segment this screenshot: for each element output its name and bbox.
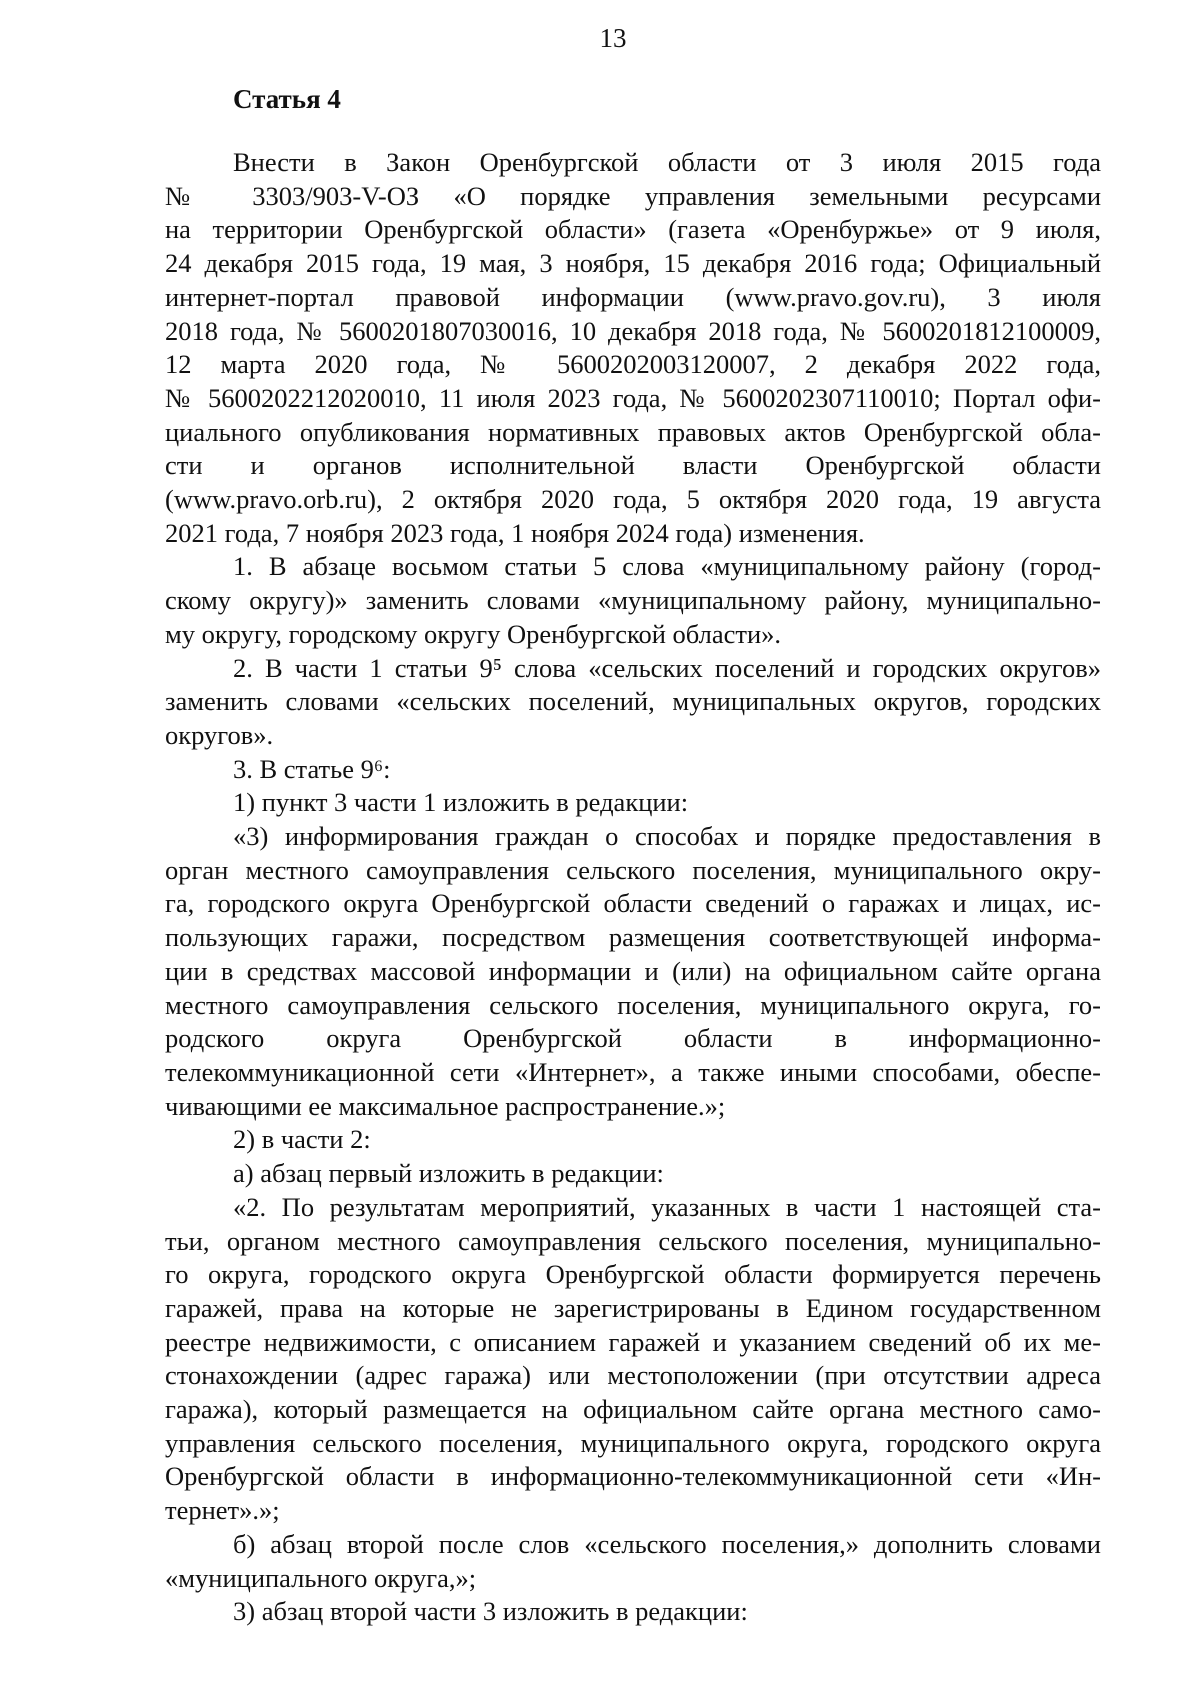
article-title: Статья 4 — [233, 84, 341, 114]
text-line: Оренбургской области в информационно-телекоммуникационной сети «Ин- — [165, 1461, 1101, 1492]
text-line: орган местного самоуправления сельского поселения, муниципального окру- — [165, 854, 1101, 885]
text-line: на территории Оренбургской области» (газета «Оренбуржье» от 9 июля, — [165, 214, 1101, 245]
text-line: пользующих гаражи, посредством размещения соответствующей информа- — [165, 922, 1101, 953]
text-line: го округа, городского округа Оренбургской области формируется перечень — [165, 1259, 1101, 1290]
text-line: телекоммуникационной сети «Интернет», а также иными способами, обеспе- — [165, 1056, 1101, 1087]
text-line: 3) абзац второй части 3 изложить в редакции: — [233, 1596, 748, 1627]
text-line: 24 декабря 2015 года, 19 мая, 3 ноября, 15 декабря 2016 года; Официальный — [165, 248, 1101, 279]
text-line: тернет».»; — [165, 1495, 280, 1526]
text-line: управления сельского поселения, муниципального округа, городского округа — [165, 1427, 1101, 1458]
text-line: № 5600202212020010, 11 июля 2023 года, № 5600202307110010; Портал офи- — [165, 382, 1101, 413]
text-line: № 3303/903-V-ОЗ «О порядке управления земельными ресурсами — [165, 180, 1101, 211]
text-line: циального опубликования нормативных правовых актов Оренбургской обла- — [165, 416, 1101, 447]
text-line: интернет-портал правовой информации (www.pravo.gov.ru), 3 июля — [165, 281, 1101, 312]
text-line: га, городского округа Оренбургской области сведений о гаражах и лицах, ис- — [165, 888, 1101, 919]
text-line: 1) пункт 3 части 1 изложить в редакции: — [233, 787, 689, 818]
text-line: тьи, органом местного самоуправления сельского поселения, муниципально- — [165, 1225, 1101, 1256]
text-line: гаража), который размещается на официальном сайте органа местного само- — [165, 1394, 1101, 1425]
text-line: б) абзац второй после слов «сельского поселения,» дополнить словами — [233, 1528, 1101, 1559]
text-line: скому округу)» заменить словами «муниципальному району, муниципально- — [165, 585, 1101, 616]
document-body — [165, 146, 1101, 1629]
page-number: 13 — [599, 23, 627, 53]
text-line: местного самоуправления сельского поселения, муниципального округа, го- — [165, 989, 1101, 1020]
text-line: заменить словами «сельских поселений, муниципальных округов, городских — [165, 686, 1101, 717]
text-line: 2) в части 2: — [233, 1124, 371, 1155]
text-line: округов». — [165, 719, 274, 750]
text-line: реестре недвижимости, с описанием гаражей и указанием сведений об их ме- — [165, 1326, 1101, 1357]
text-line: «2. По результатам мероприятий, указанных в части 1 настоящей ста- — [233, 1191, 1101, 1222]
text-line: сти и органов исполнительной власти Оренбургской области — [165, 450, 1101, 481]
text-line: гаражей, права на которые не зарегистрированы в Едином государственном — [165, 1292, 1101, 1323]
text-line: 1. В абзаце восьмом статьи 5 слова «муниципальному району (город- — [233, 551, 1101, 582]
text-line: му округу, городскому округу Оренбургской области». — [165, 618, 781, 649]
text-line: а) абзац первый изложить в редакции: — [233, 1158, 664, 1189]
text-line: ции в средствах массовой информации и (или) на официальном сайте органа — [165, 955, 1101, 986]
text-line: 3. В статье 9⁶: — [233, 753, 391, 784]
text-line: чивающими ее максимальное распространение.»; — [165, 1090, 726, 1121]
text-line: 2018 года, № 5600201807030016, 10 декабря 2018 года, № 5600201812100009, — [165, 315, 1101, 346]
text-line: 12 марта 2020 года, № 5600202003120007, 2 декабря 2022 года, — [165, 349, 1101, 380]
text-line: родского округа Оренбургской области в информационно- — [165, 1023, 1101, 1054]
text-line: (www.pravo.orb.ru), 2 октября 2020 года, 5 октября 2020 года, 19 августа — [165, 484, 1101, 515]
text-line: «3) информирования граждан о способах и порядке предоставления в — [233, 821, 1101, 852]
text-line: «муниципального округа,»; — [165, 1562, 477, 1593]
text-line: стонахождении (адрес гаража) или местоположении (при отсутствии адреса — [165, 1360, 1101, 1391]
text-line: Внести в Закон Оренбургской области от 3 июля 2015 года — [233, 147, 1101, 177]
text-line: 2021 года, 7 ноября 2023 года, 1 ноября 2024 года) изменения. — [165, 517, 865, 548]
text-line: 2. В части 1 статьи 9⁵ слова «сельских поселений и городских округов» — [233, 652, 1101, 683]
